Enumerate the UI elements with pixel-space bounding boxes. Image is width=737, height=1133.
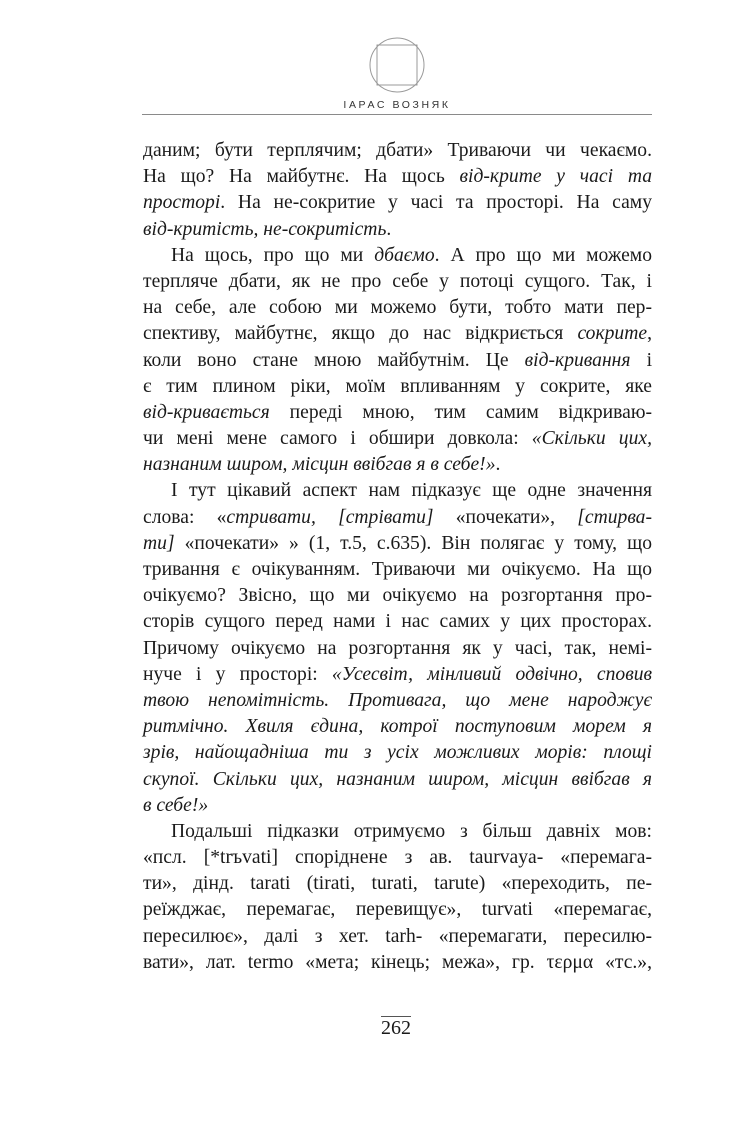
text-segment: терпляче дбати, як не про себе у потоці сущого. Так, і <box>143 270 652 292</box>
text-segment: і <box>630 349 653 371</box>
text-line <box>143 452 652 478</box>
page-number-value: 262 <box>381 1017 411 1039</box>
text-segment: слова: « <box>143 506 227 528</box>
text-line <box>143 609 652 635</box>
text-segment: Причому очікуємо на розгортання як у часі, так, немі- <box>143 637 652 659</box>
text-segment: «почекати», <box>433 506 578 528</box>
text-line <box>143 164 652 190</box>
text-segment: спективу, майбутнє, якщо до нас відкриється <box>143 323 578 345</box>
text-segment: . На не-сокритие у часі та просторі. На саму <box>220 192 652 214</box>
italic-text-segment: від-кривання <box>524 349 631 371</box>
text-segment: «псл. [*trъvati] споріднене з ав. taurvaya- «перемага- <box>143 847 652 869</box>
text-line <box>143 819 652 845</box>
text-line <box>143 714 652 740</box>
text-line <box>143 243 652 269</box>
italic-text-segment: стривати, [стрівати] <box>226 506 434 528</box>
text-segment: вати», лат. termo «мета; кінець; межа», гр. τερμα «тс.», <box>143 951 652 973</box>
text-segment: очікуємо? Звісно, що ми очікуємо на розгортання про- <box>143 585 652 607</box>
text-line <box>143 793 652 819</box>
page-number <box>340 1017 452 1040</box>
text-line <box>143 348 652 374</box>
text-segment: переді мною, тим самим відкриваю- <box>269 401 652 423</box>
text-line <box>143 740 652 766</box>
text-segment: . <box>495 454 501 476</box>
text-segment: нуче і у просторі: <box>143 663 332 685</box>
text-line <box>143 950 652 976</box>
text-line <box>143 217 652 243</box>
text-line <box>143 321 652 347</box>
text-segment: . <box>386 218 392 240</box>
text-segment: є тим плином ріки, моїм впливанням у сокрите, яке <box>143 375 652 397</box>
page-header <box>0 0 737 120</box>
text-segment: даним; бути терплячим; дбати» Триваючи чи чекаємо. <box>143 140 652 161</box>
italic-text-segment: зрів, найощадніша ти з усіх можливих морів: площі <box>143 742 652 764</box>
text-line <box>143 897 652 923</box>
text-segment: На що? На майбутнє. На щось <box>143 166 460 188</box>
text-segment: реїжджає, перемагає, перевищує», turvati «перемагає, <box>143 899 652 921</box>
text-line <box>143 190 652 216</box>
text-line <box>143 845 652 871</box>
text-segment: , <box>647 323 652 345</box>
text-line <box>143 583 652 609</box>
text-line <box>143 505 652 531</box>
text-segment: коли воно стане мною майбутнім. Це <box>143 349 525 371</box>
text-line <box>143 924 652 950</box>
text-line <box>143 269 652 295</box>
italic-text-segment: ритмічно. Хвиля єдина, котрої поступовим морем я <box>143 716 652 738</box>
text-line <box>143 138 652 164</box>
italic-text-segment: [стирва- <box>577 506 653 528</box>
text-segment: ти», дінд. tarati (tirati, turati, tarute) «переходить, пе- <box>143 873 652 895</box>
text-segment: на себе, але собою ми можемо бути, тобто мати пер- <box>143 297 652 319</box>
italic-text-segment: сокрите <box>577 323 648 345</box>
text-segment: сторів сущого перед нами і нас самих у цих просторах. <box>143 611 652 633</box>
italic-text-segment: дбаємо <box>374 244 435 266</box>
running-head-author: ІАРАС ВОЗНЯК <box>343 99 451 111</box>
text-line <box>143 374 652 400</box>
italic-text-segment: скупої. Скільки цих, назнаним широм, місцин ввібгав я <box>143 768 652 790</box>
italic-text-segment: «Усесвіт, мінливий одвічно, сповив <box>331 663 653 685</box>
text-segment: «почекати» » (1, т.5, с.635). Він полягає у тому, що <box>174 532 652 554</box>
italic-text-segment: від-крите у часі та <box>459 166 652 188</box>
text-line <box>143 478 652 504</box>
italic-text-segment: просторі <box>143 192 221 214</box>
header-rule <box>142 114 652 115</box>
italic-text-segment: назнаним широм, місцин ввібгав я в себе!» <box>143 454 496 476</box>
text-line <box>143 636 652 662</box>
text-line <box>143 662 652 688</box>
text-segment: чи мені мене самого і обшири довкола: <box>143 428 532 450</box>
text-line <box>143 295 652 321</box>
text-line <box>143 400 652 426</box>
italic-text-segment: твою непомітність. Противага, що мене народжує <box>143 689 652 711</box>
text-segment: пересилює», далі з хет. tarh- «перемагати, пересилю- <box>143 925 652 947</box>
text-line <box>143 688 652 714</box>
text-segment: На щось, про що ми <box>171 244 375 266</box>
italic-text-segment: в себе!» <box>143 794 209 816</box>
text-line <box>143 426 652 452</box>
text-line <box>143 557 652 583</box>
circle-square-emblem-icon <box>368 36 426 94</box>
text-segment: І тут цікавий аспект нам підказує ще одне значення <box>171 480 652 502</box>
text-line <box>143 871 652 897</box>
text-line <box>143 531 652 557</box>
italic-text-segment: від-кривається <box>143 401 270 423</box>
italic-text-segment: від-критість, не-сокритість <box>143 218 387 240</box>
text-segment: Подальші підказки отримуємо з більш давніх мов: <box>171 820 652 842</box>
text-line <box>143 767 652 793</box>
italic-text-segment: «Скільки цих, <box>531 428 652 450</box>
text-segment: тривання є очікуванням. Триваючи ми очікуємо. На що <box>143 559 652 580</box>
text-segment: . А про що ми можемо <box>434 244 652 266</box>
italic-text-segment: ти] <box>143 532 175 554</box>
main-text <box>143 138 652 976</box>
